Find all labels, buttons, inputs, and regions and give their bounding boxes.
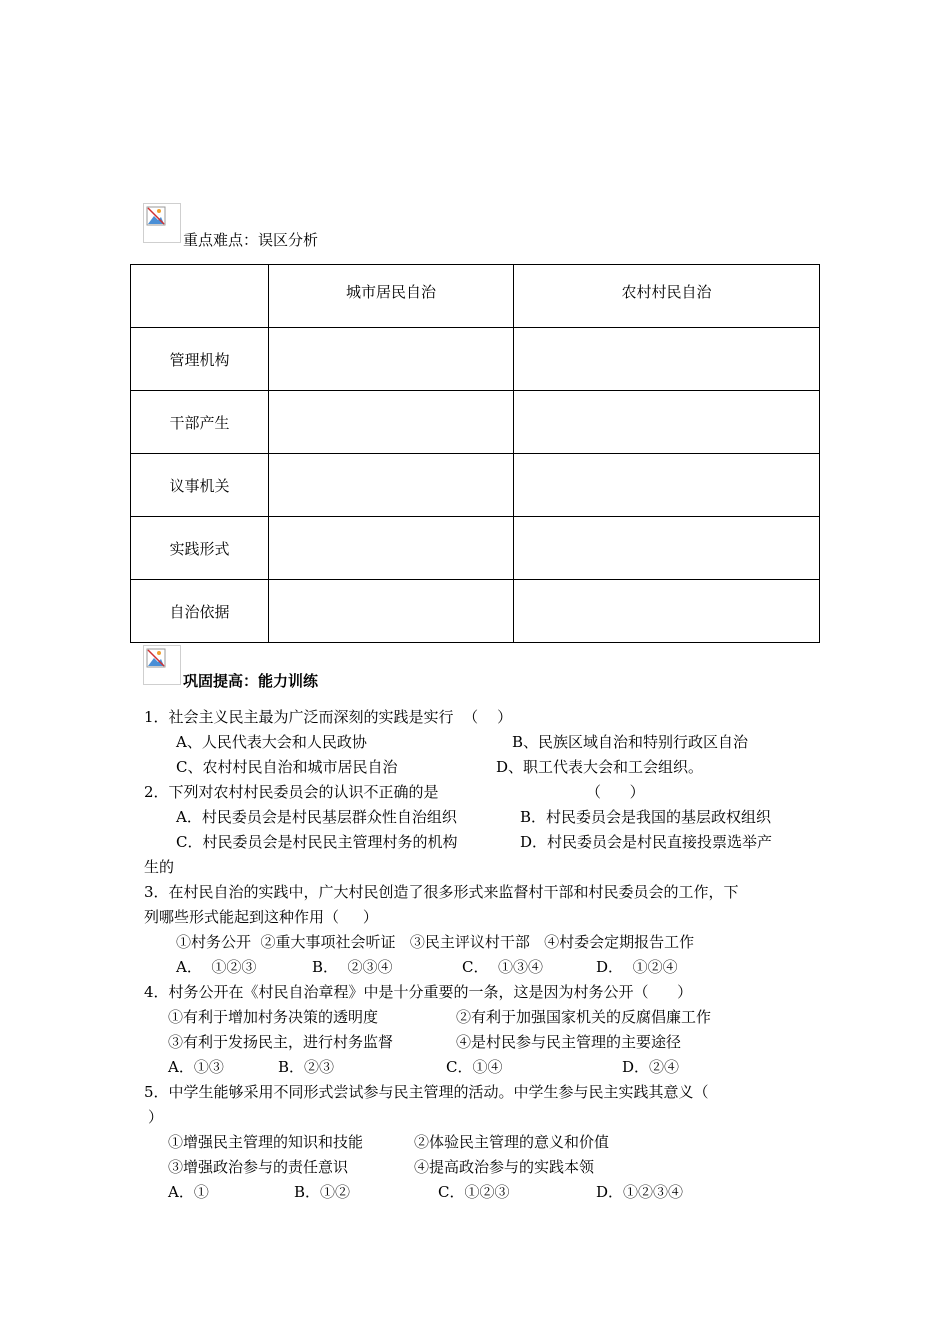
q5-item-3: ③增强政治参与的责任意识 [168,1158,349,1176]
question-5-stem-line2: ） [148,1108,164,1126]
q4-item-2: ②有利于加强国家机关的反腐倡廉工作 [456,1008,712,1026]
question-3-stem-line2: 列哪些形式能起到这种作用（ ） [144,908,378,926]
q4-item-3: ③有利于发扬民主，进行村务监督 [168,1033,394,1051]
row-label: 干部产生 [131,391,269,454]
table-row [131,454,820,517]
q1-option-a: A、人民代表大会和人民政协 [176,733,367,751]
q2-option-d-continued: 生的 [144,858,175,876]
table-cell [269,517,514,580]
question-5-stem-line1: 5．中学生能够采用不同形式尝试参与民主管理的活动。中学生参与民主实践其意义（ [144,1083,709,1101]
q1-option-d: D、职工代表大会和工会组织。 [496,758,704,776]
q4-option-c: C．①④ [446,1058,503,1076]
table-cell [269,454,514,517]
section-heading-key-points: 重点难点：误区分析 [183,231,319,249]
q1-option-c: C、农村村民自治和城市居民自治 [176,758,398,776]
broken-image-icon [143,203,181,243]
table-cell [514,580,820,643]
q5-option-d: D．①②③④ [596,1183,684,1201]
q3-option-d: D． ①②④ [596,958,678,976]
q2-option-b: B．村民委员会是我国的基层政权组织 [520,808,772,826]
q1-option-b: B、民族区域自治和特别行政区自治 [512,733,749,751]
q5-option-a: A．① [168,1183,209,1201]
q4-option-d: D．②④ [622,1058,680,1076]
comparison-table [130,264,820,643]
q3-items: ①村务公开 ②重大事项社会听证 ③民主评议村干部 ④村委会定期报告工作 [176,933,695,951]
table-cell [514,328,820,391]
table-header-cell [131,265,269,328]
question-1-stem: 1．社会主义民主最为广泛而深刻的实践是实行 （ ） [144,708,513,726]
question-4-stem: 4．村务公开在《村民自治章程》中是十分重要的一条，这是因为村务公开（ ） [144,983,693,1001]
question-3-stem-line1: 3．在村民自治的实践中，广大村民创造了很多形式来监督村干部和村民委员会的工作，下 [144,883,739,901]
table-cell [514,454,820,517]
table-cell [514,517,820,580]
q5-item-1: ①增强民主管理的知识和技能 [168,1133,364,1151]
table-header-row [131,265,820,328]
row-label: 管理机构 [131,328,269,391]
table-row [131,328,820,391]
section-heading-practice: 巩固提高：能力训练 [183,672,319,690]
q3-option-a: A． ①②③ [176,958,257,976]
table-row [131,580,820,643]
table-row [131,517,820,580]
q5-item-4: ④提高政治参与的实践本领 [414,1158,595,1176]
q5-option-b: B．①② [294,1183,351,1201]
q2-answer-paren: （ ） [586,783,645,801]
q4-option-b: B．②③ [278,1058,335,1076]
q4-item-1: ①有利于增加村务决策的透明度 [168,1008,379,1026]
q5-item-2: ②体验民主管理的意义和价值 [414,1133,610,1151]
q3-option-b: B． ②③④ [312,958,393,976]
table-row [131,391,820,454]
table-cell [269,391,514,454]
table-header-cell: 农村村民自治 [514,265,820,328]
question-2-stem: 2．下列对农村村民委员会的认识不正确的是 [144,783,439,801]
row-label: 议事机关 [131,454,269,517]
table-header-cell: 城市居民自治 [269,265,514,328]
table-cell [269,328,514,391]
q4-item-4: ④是村民参与民主管理的主要途径 [456,1033,682,1051]
table-cell [514,391,820,454]
q2-option-c: C．村民委员会是村民民主管理村务的机构 [176,833,458,851]
q4-option-a: A．①③ [168,1058,224,1076]
q2-option-d: D．村民委员会是村民直接投票选举产 [520,833,773,851]
q3-option-c: C． ①③④ [462,958,544,976]
table-cell [269,580,514,643]
row-label: 自治依据 [131,580,269,643]
q2-option-a: A．村民委员会是村民基层群众性自治组织 [176,808,457,826]
row-label: 实践形式 [131,517,269,580]
q5-option-c: C．①②③ [438,1183,510,1201]
broken-image-icon [143,645,181,685]
